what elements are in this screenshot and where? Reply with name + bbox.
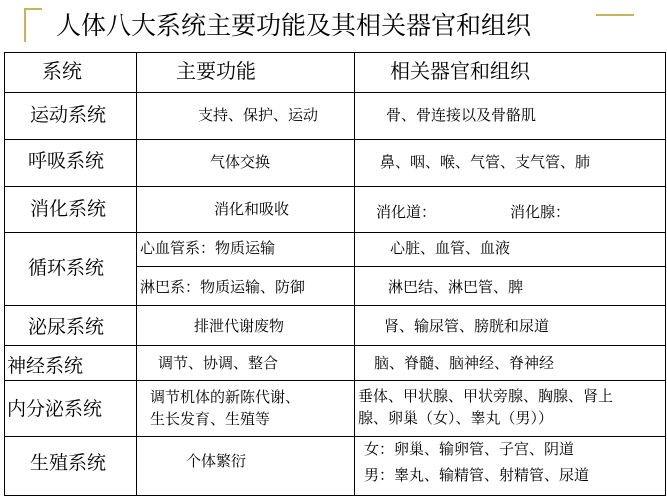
system-name: 循环系统 (28, 257, 105, 279)
system-organs: 骨、骨连接以及骨骼肌 (386, 106, 537, 124)
system-name: 呼吸系统 (28, 150, 105, 172)
system-organs: 垂体、甲状腺、甲状旁腺、胸腺、肾上 (358, 387, 614, 405)
row-divider (4, 305, 666, 306)
system-organs: 男：睾丸、输精管、射精管、尿道 (364, 466, 590, 484)
column-divider-2 (354, 52, 355, 496)
system-function: 调节机体的新陈代谢、 (150, 388, 301, 406)
system-function: 生长发育、生殖等 (150, 410, 271, 428)
table-border-right (665, 52, 666, 496)
system-function: 淋巴系：物质运输、防御 (140, 278, 306, 296)
table-border-left (4, 52, 5, 496)
digestive-tract-label: 消化道： (376, 203, 437, 221)
column-divider-1 (136, 52, 137, 496)
system-organs: 脑、脊髓、脑神经、脊神经 (374, 354, 555, 372)
system-name: 消化系统 (30, 198, 107, 220)
system-name: 内分泌系统 (7, 398, 103, 420)
header-system: 系统 (42, 59, 82, 83)
system-function: 调节、协调、整合 (158, 354, 279, 372)
row-divider (4, 186, 666, 187)
system-function: 气体交换 (210, 153, 271, 171)
system-organs: 腺、卵巢（女）、睾丸（男）） (358, 409, 554, 427)
systems-table (4, 52, 666, 496)
header-organs: 相关器官和组织 (390, 59, 530, 83)
system-function: 心血管系：物质运输 (140, 239, 276, 257)
system-organs: 肾、输尿管、膀胱和尿道 (384, 317, 550, 335)
system-organs: 鼻、咽、喉、气管、支气管、肺 (380, 153, 591, 171)
system-function: 消化和吸收 (214, 200, 290, 218)
system-name: 泌尿系统 (28, 316, 105, 338)
system-organs: 心脏、血管、血液 (390, 239, 511, 257)
corner-decoration-horizontal (24, 8, 42, 10)
system-name: 神经系统 (7, 355, 84, 377)
system-name: 运动系统 (30, 104, 107, 126)
system-function: 排泄代谢废物 (194, 317, 285, 335)
corner-decoration-vertical (24, 8, 26, 42)
table-border-bottom (4, 495, 666, 496)
row-divider (4, 436, 666, 437)
table-border-top (4, 52, 666, 53)
page-title: 人体八大系统主要功能及其相关器官和组织 (56, 11, 532, 40)
header-function: 主要功能 (176, 59, 256, 83)
system-function: 支持、保护、运动 (198, 106, 319, 124)
row-divider (4, 345, 666, 346)
system-organs: 女：卵巢、输卵管、子宫、阴道 (364, 440, 575, 458)
system-name: 生殖系统 (30, 452, 107, 474)
system-organs: 淋巴结、淋巴管、脾 (388, 278, 524, 296)
system-function: 个体繁衍 (186, 452, 247, 470)
row-divider (4, 92, 666, 93)
digestive-gland-label: 消化腺： (510, 203, 571, 221)
row-divider (4, 139, 666, 140)
row-divider (4, 232, 666, 233)
row-divider (4, 380, 666, 381)
row-divider-sub (136, 266, 666, 267)
